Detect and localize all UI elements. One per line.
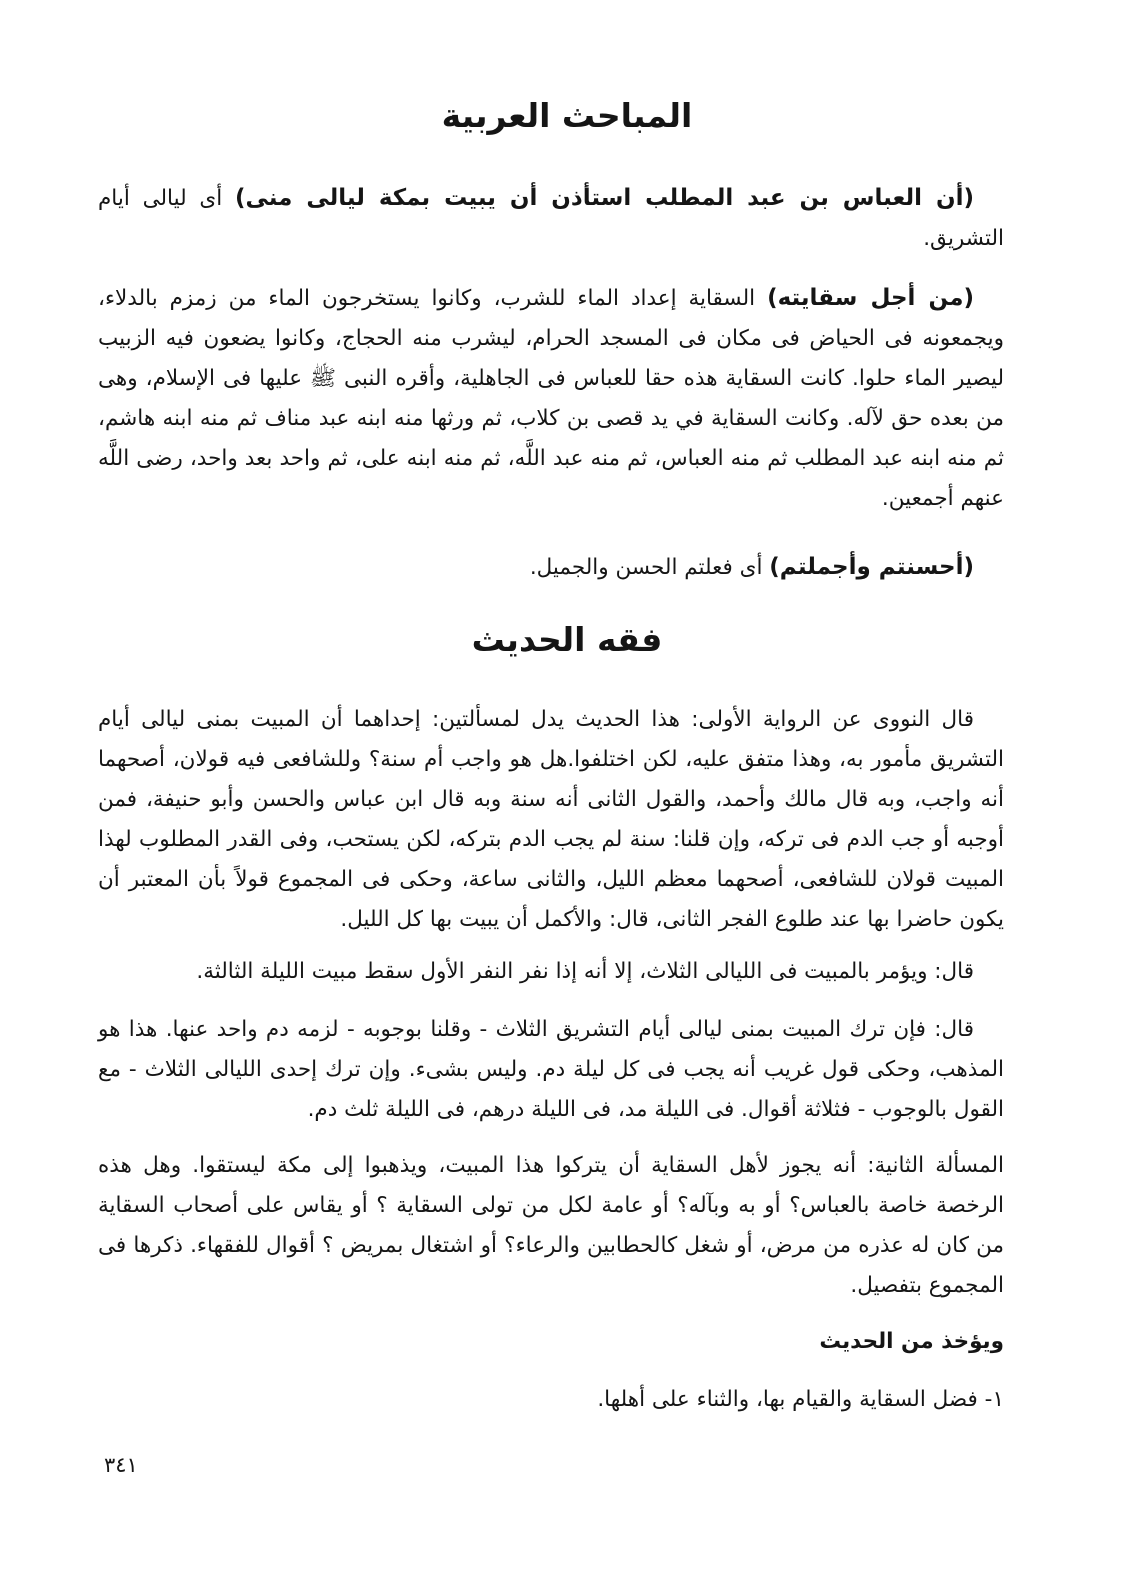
takeaway-item-1: ١- فضل السقاية والقيام بها، والثناء على أهلها. — [597, 1387, 1004, 1412]
entry-term: (أن العباس بن عبد المطلب استأذن أن يبيت بمكة ليالى منى) — [234, 185, 974, 211]
fiqh-paragraph-3: قال: فإن ترك المبيت بمنى ليالى أيام التشريق الثلاث - وقلنا بوجوبه - لزمه دم واحد عنها. هذا هو المذهب، وحكى قول غريب أنه يجب فى كل ليلة دم. وليس بشىء. وإن ترك إحدى الليالى الثلاث - مع القول بالوجوب - فثلاثة أقوال. فى الليلة مد، فى الليلة درهم، فى الليلة ثلث دم. — [98, 1017, 1004, 1122]
entry-text: أى فعلتم الحسن والجميل. — [529, 555, 770, 580]
section-title-fiqh: فقه الحديث — [471, 620, 663, 659]
section-title-arabic-discussions: المباحث العربية — [441, 96, 693, 135]
fiqh-paragraph-2: قال: ويؤمر بالمبيت فى الليالى الثلاث، إلا أنه إذا نفر النفر الأول سقط مبيت الليلة الثالثة. — [196, 959, 974, 984]
entry-ahsantum — [98, 547, 1004, 588]
entry-text: السقاية إعداد الماء للشرب، وكانوا يستخرجون الماء من زمزم بالدلاء، ويجمعونه فى الحياض فى مكان فى المسجد الحرام، ليشرب منه الحجاج، وكانوا يضعون فيه الزبيب ليصير الماء حلوا. كانت السقاية هذه حقا للعباس فى الجاهلية، وأقره النبى ﷺ عليها فى الإسلام، وهى من بعده حق لآله. وكانت السقاية في يد قصى بن كلاب، ثم ورثها منه ابنه عبد مناف ثم منه ابنه هاشم، ثم منه ابنه عبد المطلب ثم منه العباس، ثم منه عبد اللَّه، ثم منه ابنه على، ثم واحد بعد واحد، رضى اللَّه عنهم أجمعين. — [98, 286, 1004, 511]
fiqh-paragraph-1: قال النووى عن الرواية الأولى: هذا الحديث يدل لمسألتين: إحداهما أن المبيت بمنى ليالى أيام التشريق مأمور به، وهذا متفق عليه، لكن اختلفوا.هل هو واجب أم سنة؟ وللشافعى فيه قولان، أصحهما أنه واجب، وبه قال مالك وأحمد، والقول الثانى أنه سنة وبه قال ابن عباس والحسن وأبو حنيفة، فمن أوجبه أو جب الدم فى تركه، وإن قلنا: سنة لم يجب الدم بتركه، لكن يستحب، وفى القدر المطلوب لهذا المبيت قولان للشافعى، أصحهما معظم الليل، والثانى ساعة، وحكى فى المجموع قولاً بأن المعتبر أن يكون حاضرا بها عند طلوع الفجر الثانى، قال: والأكمل أن يبيت بها كل الليل. — [98, 707, 1004, 932]
takeaways-subheading: ويؤخذ من الحديث — [819, 1329, 1004, 1354]
entry-abbas-permission — [98, 178, 1004, 259]
page-number: ٣٤١ — [104, 1453, 138, 1477]
entry-term: (من أجل سقايته) — [767, 285, 974, 311]
entry-term: (أحسنتم وأجملتم) — [769, 554, 974, 580]
entry-siqaya — [98, 278, 1004, 519]
entry-text: أى ليالى أيام التشريق. — [98, 186, 1004, 251]
fiqh-paragraph-4: المسألة الثانية: أنه يجوز لأهل السقاية أن يتركوا هذا المبيت، ويذهبوا إلى مكة ليستقوا. وهل هذه الرخصة خاصة بالعباس؟ أو به وبآله؟ أو عامة لكل من تولى السقاية ؟ أو يقاس على أصحاب السقاية من كان له عذره من مرض، أو شغل كالحطابين والرعاء؟ أو اشتغال بمريض ؟ أقوال للفقهاء. ذكرها فى المجموع بتفصيل. — [98, 1153, 1004, 1298]
